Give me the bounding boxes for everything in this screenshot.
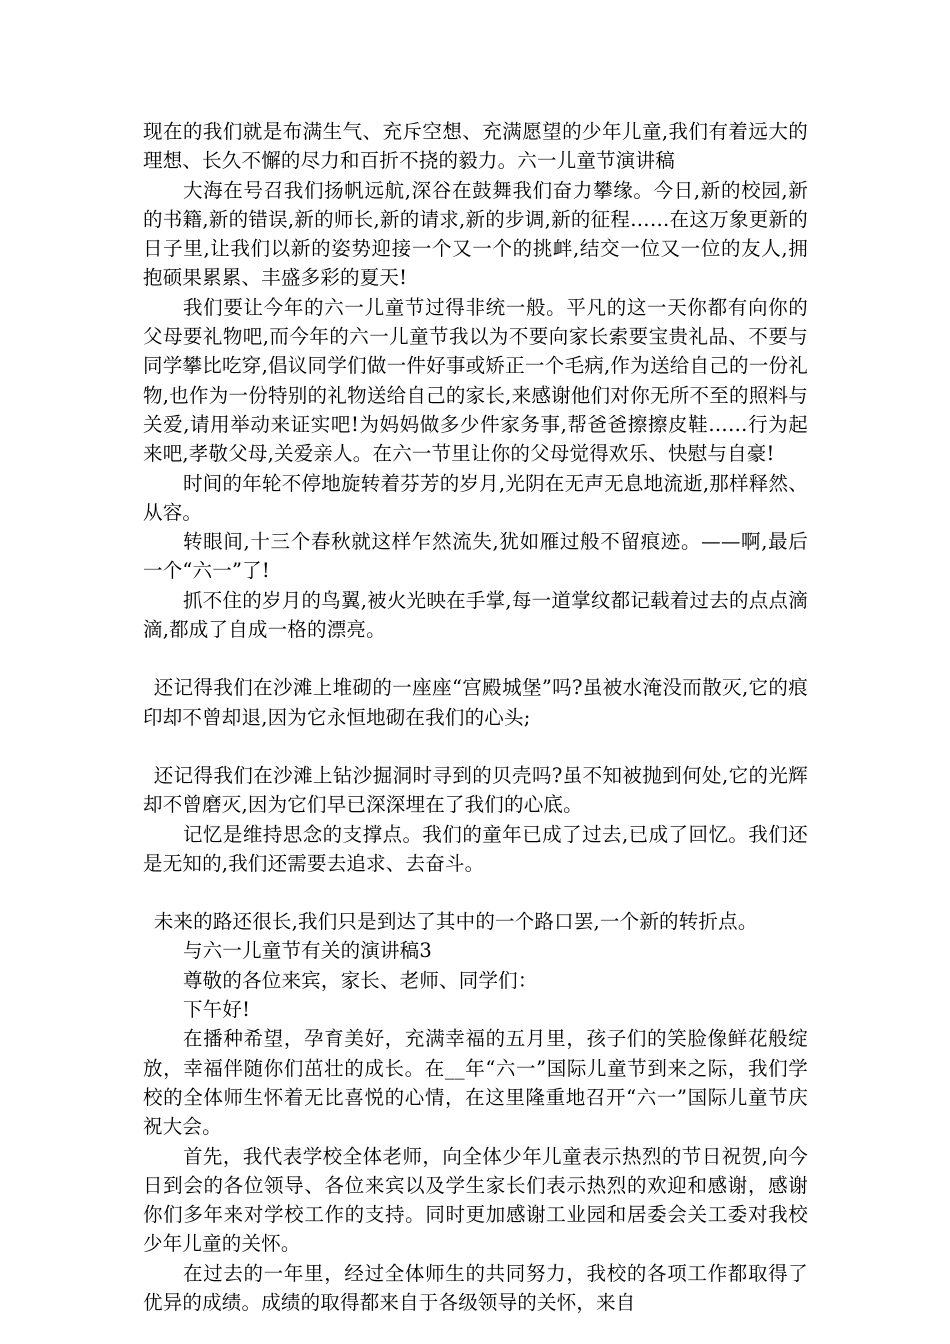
paragraph-shells: 还记得我们在沙滩上钻沙掘洞时寻到的贝壳吗?虽不知被抛到何处,它的光辉却不曾磨灭,因为它们早已深深埋在了我们的心底。: [143, 763, 808, 817]
paragraph-memory: 记忆是维持思念的支撑点。我们的童年已成了过去,已成了回忆。我们还是无知的,我们还需要去追求、去奋斗。: [143, 822, 808, 875]
paragraph-gift: 我们要让今年的六一儿童节过得非统一般。平凡的这一天你都有向你的父母要礼物吧,而今年的六一儿童节我以为不要向家长索要宝贵礼品、不要与同学攀比吃穿,倡议同学们做一件好事或矫正一个毛病,作为送给自己的一份礼物,也作为一份特别的礼物送给自己的家长,来感谢他们对你无所不至的照料与关爱,请用举动来证实吧!为妈妈做多少件家务事,帮爸爸擦擦皮鞋……行为起来吧,孝敬父母,关爱亲人。在六一节里让你的父母觉得欢乐、快慰与自豪!: [143, 295, 808, 466]
paragraph-thanks: 首先，我代表学校全体老师，向全体少年儿童表示热烈的节日祝贺,向今日到会的各位领导、各位来宾以及学生家长们表示热烈的欢迎和感谢，感谢你们多年来对学校工作的支持。同时更加感谢工业园和居委会关工委对我校少年儿童的关怀。: [143, 1144, 808, 1256]
speech-salutation: 尊敬的各位来宾，家长、老师、同学们：: [182, 968, 538, 992]
paragraph-may: 在播种希望，孕育美好，充满幸福的五月里，孩子们的笑脸像鲜花般绽放，幸福伴随你们茁壮的成长。在__年“六一”国际儿童节到来之际，我们学校的全体师生怀着无比喜悦的心情，在这里隆重地召开“六一”国际儿童节庆祝大会。: [143, 1027, 808, 1139]
paragraph-castle: 还记得我们在沙滩上堆砌的一座座“宫殿城堡”吗?虽被水淹没而散灭,它的痕印却不曾却退,因为它永恒地砌在我们的心头;: [143, 676, 808, 729]
paragraph-sea: 大海在号召我们扬帆远航,深谷在鼓舞我们奋力攀缘。今日,新的校园,新的书籍,新的错误,新的师长,新的请求,新的步调,新的征程……在这万象更新的日子里,让我们以新的姿势迎接一个又一个的挑衅,结交一位又一位的友人,拥抱硕果累累、丰盛多彩的夏天!: [143, 178, 808, 290]
speech-greeting: 下午好!: [182, 998, 251, 1022]
paragraph-wings: 抓不住的岁月的鸟翼,被火光映在手掌,每一道掌纹都记载着过去的点点滴滴,都成了自成一格的漂亮。: [143, 588, 808, 642]
paragraph-time: 时间的年轮不停地旋转着芬芳的岁月,光阴在无声无息地流逝,那样释然、从容。: [143, 471, 808, 524]
paragraph-future: 未来的路还很长,我们只是到达了其中的一个路口罢,一个新的转折点。: [153, 910, 758, 934]
speech-heading: 与六一儿童节有关的演讲稿3: [182, 939, 432, 963]
paragraph-past-year: 在过去的一年里，经过全体师生的共同努力，我校的各项工作都取得了优异的成绩。成绩的取得都来自于各级领导的关怀，来自: [143, 1261, 808, 1314]
paragraph-intro: 现在的我们就是布满生气、充斥空想、充满愿望的少年儿童,我们有着远大的理想、长久不懈的尽力和百折不挠的毅力。六一儿童节演讲稿: [143, 120, 808, 173]
paragraph-thirteen-years: 转眼间,十三个春秋就这样乍然流失,犹如雁过般不留痕迹。——啊,最后一个“六一”了!: [143, 530, 808, 583]
document-page: [143, 117, 808, 1317]
